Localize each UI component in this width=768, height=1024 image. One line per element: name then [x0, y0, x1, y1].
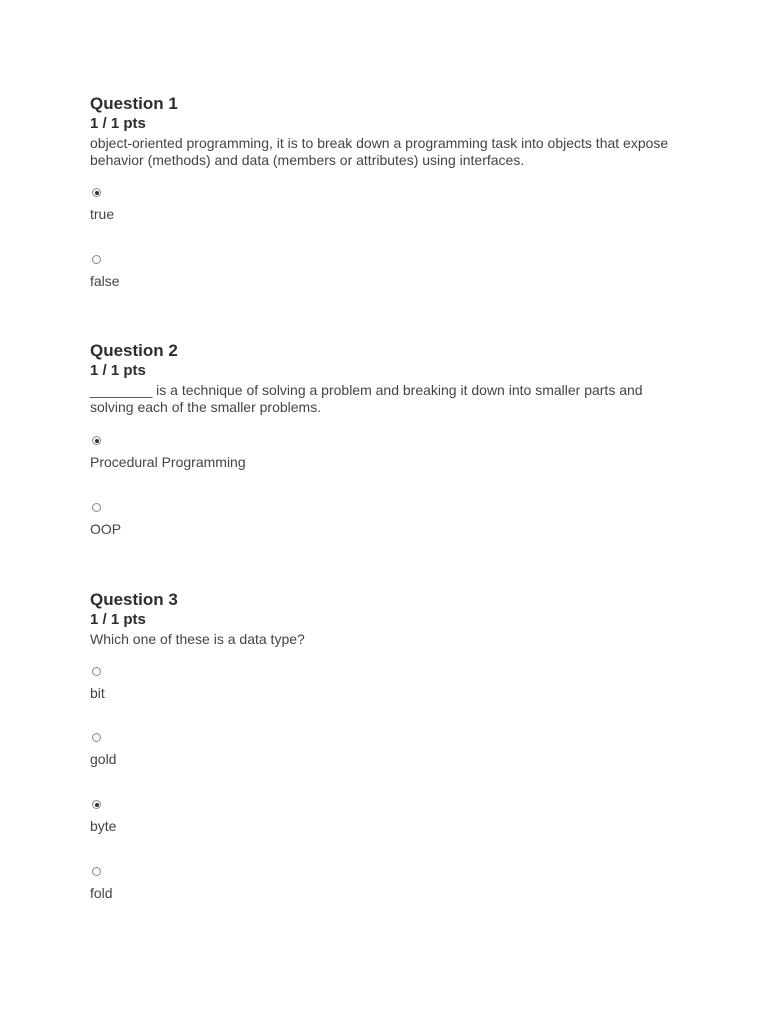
answer-option-byte[interactable] [90, 800, 116, 835]
question-title: Question 3 [90, 590, 178, 609]
answer-label: bit [90, 685, 105, 701]
answer-option-fold[interactable] [90, 867, 113, 902]
question-title: Question 1 [90, 94, 178, 113]
answer-label: true [90, 206, 115, 222]
answer-option-true[interactable] [90, 188, 114, 223]
question-1 [90, 94, 690, 289]
question-text: ________ is a technique of solving a problem and breaking it down into smaller parts and solving each of the smaller problems. [90, 382, 643, 415]
answer-label: gold [90, 751, 117, 767]
radio-button[interactable] [92, 188, 101, 197]
radio-button[interactable] [92, 733, 101, 742]
answer-label: OOP [90, 521, 122, 537]
radio-button[interactable] [92, 667, 101, 676]
radio-button[interactable] [92, 800, 101, 809]
answer-label: fold [90, 885, 113, 901]
radio-button[interactable] [92, 436, 101, 445]
answer-option-bit[interactable] [90, 667, 105, 702]
radio-button[interactable] [92, 255, 101, 264]
answer-option-procedural-programming[interactable] [90, 436, 246, 471]
question-points: 1 / 1 pts [90, 362, 146, 379]
question-points: 1 / 1 pts [90, 611, 146, 628]
question-3 [90, 590, 690, 901]
answer-label: byte [90, 818, 117, 834]
question-text: Which one of these is a data type? [90, 631, 305, 647]
answer-option-oop[interactable] [90, 503, 121, 538]
answer-option-false[interactable] [90, 255, 120, 290]
radio-button[interactable] [92, 867, 101, 876]
question-title: Question 2 [90, 341, 178, 360]
question-points: 1 / 1 pts [90, 115, 146, 132]
answer-label: Procedural Programming [90, 454, 246, 470]
answer-option-gold[interactable] [90, 733, 116, 768]
question-2 [90, 341, 690, 537]
answer-label: false [90, 273, 120, 289]
radio-button[interactable] [92, 503, 101, 512]
question-text: object-oriented programming, it is to break down a programming task into objects that expose behavior (methods) and data (members or attributes) using interfaces. [90, 135, 669, 168]
